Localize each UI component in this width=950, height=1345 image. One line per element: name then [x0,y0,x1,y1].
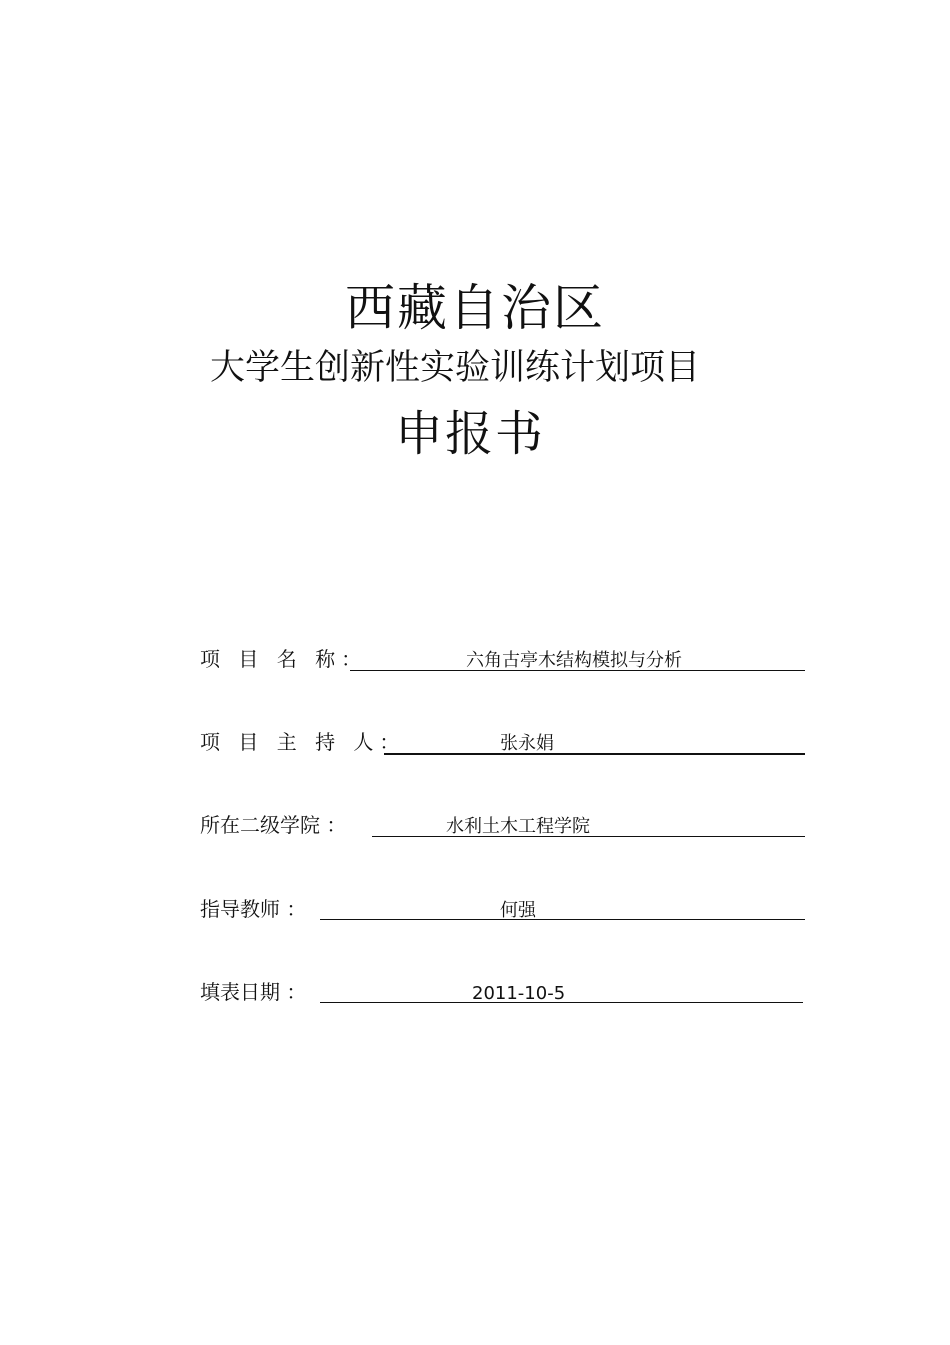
advisor-label: 指导教师 ： [200,897,307,921]
cover-title-program: 大学生创新性实验训练计划项目 [209,348,700,388]
cover-title-region: 西藏自治区 [345,279,605,337]
advisor-value: 何强 [500,900,536,921]
advisor-underline [320,919,805,920]
cover-title-doc-type: 申报书 [394,406,545,462]
college-value: 水利土木工程学院 [446,816,590,837]
project-leader-underline [384,753,805,755]
project-leader-value: 张永娟 [500,733,554,754]
fill-date-label: 填表日期 ： [200,980,307,1004]
project-name-value: 六角古亭木结构模拟与分析 [466,650,682,671]
project-name-label: 项 目 名 称： [200,647,368,671]
project-leader-label: 项 目 主 持 人： [200,730,406,754]
college-label: 所在二级学院 ： [200,813,347,837]
college-underline [372,836,805,837]
fill-date-value: 2011-10-5 [472,983,566,1004]
project-name-underline [350,670,805,671]
fill-date-underline [320,1002,803,1003]
